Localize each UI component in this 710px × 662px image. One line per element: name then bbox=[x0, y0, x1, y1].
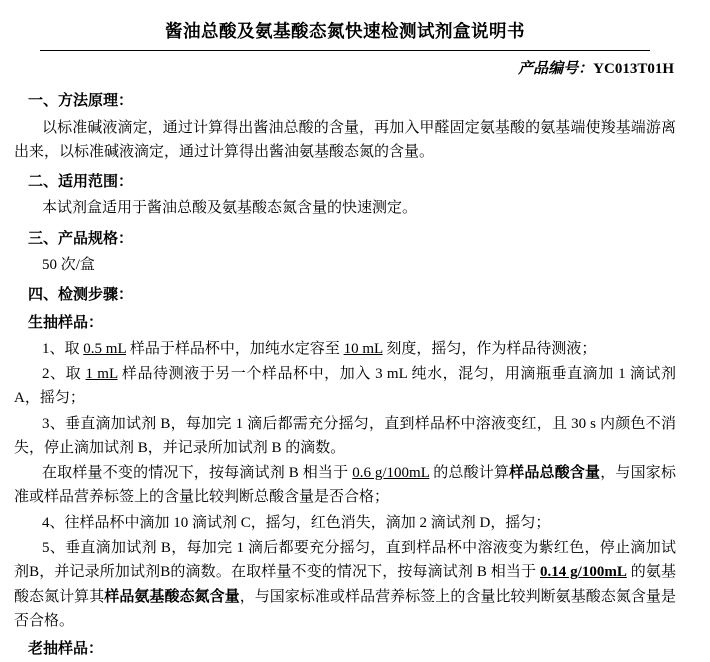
step-5-mid: 的氨基酸态氮计算其 bbox=[14, 564, 676, 605]
step-2-number: 2、 bbox=[42, 365, 66, 382]
product-code-value: YC013T01H bbox=[593, 61, 674, 78]
section-heading-steps: 四、检测步骤： bbox=[28, 287, 134, 304]
step-3-number: 3、 bbox=[42, 415, 65, 432]
subheading-dark-soy-sample: 老抽样品： bbox=[28, 641, 104, 658]
step-item-3 bbox=[14, 412, 676, 461]
section-heading-spec: 三、产品规格： bbox=[28, 230, 134, 247]
section-heading-principle: 一、方法原理： bbox=[28, 93, 134, 110]
note-total-acid-post: ，与国家标准或样品营养标签上的含量比较判断总酸含量是否合格； bbox=[14, 465, 676, 506]
note-total-acid-mid: 的总酸计算 bbox=[429, 465, 510, 482]
subheading-light-soy-sample: 生抽样品： bbox=[28, 315, 104, 332]
step-item-2 bbox=[14, 362, 676, 411]
step-item-1 bbox=[14, 337, 676, 361]
step-2-pre: 取 bbox=[65, 365, 86, 382]
step-1-post: 刻度，摇匀，作为样品待测液； bbox=[382, 340, 597, 357]
section-paragraph-spec: 50 次/盒 bbox=[42, 256, 95, 273]
step-5-post: ，与国家标准或样品营养标签上的含量比较判断氨基酸态氮含量是否合格。 bbox=[14, 588, 676, 629]
step-2-mid: 样品待测液于另一个样品杯中，加入 3 mL 纯水，混匀，用滴瓶垂直滴加 1 滴试剂 A，摇匀； bbox=[14, 365, 676, 407]
step-item-5 bbox=[14, 536, 676, 633]
note-total-acid bbox=[14, 461, 676, 510]
step-1-pre: 取 bbox=[64, 340, 84, 357]
step-4-number: 4、 bbox=[42, 514, 65, 531]
note-total-acid-pre: 在取样量不变的情况下，按每滴试剂 B 相当于 bbox=[42, 465, 353, 482]
section-heading-scope: 二、适用范围： bbox=[28, 174, 134, 191]
step-item-4 bbox=[14, 511, 676, 535]
step-5-underline: 0.14 g/100mL bbox=[540, 564, 627, 581]
step-1-mid: 样品于样品杯中，加纯水定容至 bbox=[126, 340, 344, 357]
section-paragraph-principle: 以标准碱液滴定，通过计算得出酱油总酸的含量，再加入甲醛固定氨基酸的氨基端使羧基端游离出来，以标准碱液滴定，通过计算得出酱油氨基酸态氮的含量。 bbox=[14, 119, 676, 160]
note-total-acid-underline: 0.6 g/100mL bbox=[352, 465, 430, 482]
product-code bbox=[14, 59, 674, 80]
step-1-underline-2: 10 mL bbox=[343, 340, 383, 357]
step-1-number: 1、 bbox=[42, 340, 65, 357]
step-3-text: 垂直滴加试剂 B，每加完 1 滴后都需充分摇匀，直到样品杯中溶液变红，且 30 s 内颜色不消失，停止滴加试剂 B，并记录所加试剂 B 的滴数。 bbox=[14, 415, 676, 456]
title-divider bbox=[40, 50, 650, 51]
step-5-pre: 5、垂直滴加试剂 B，每加完 1 滴后都要充分摇匀，直到样品杯中溶液变为紫红色，停止滴加试剂B，并记录所加试剂B的滴数。在取样量不变的情况下，按每滴试剂 B 相当于 bbox=[14, 540, 676, 581]
page-title: 酱油总酸及氨基酸态氮快速检测试剂盒说明书 bbox=[165, 21, 525, 41]
step-2-underline-1: 1 mL bbox=[85, 365, 118, 382]
step-1-underline-1: 0.5 mL bbox=[83, 340, 127, 357]
product-code-label: 产品编号： bbox=[518, 61, 594, 78]
section-paragraph-scope: 本试剂盒适用于酱油总酸及氨基酸态氮含量的快速测定。 bbox=[42, 200, 418, 217]
note-total-acid-bold: 样品总酸含量 bbox=[509, 465, 601, 482]
step-4-text: 往样品杯中滴加 10 滴试剂 C，摇匀，红色消失，滴加 2 滴试剂 D，摇匀； bbox=[64, 514, 551, 531]
step-5-bold: 样品氨基酸态氮含量 bbox=[104, 588, 240, 605]
